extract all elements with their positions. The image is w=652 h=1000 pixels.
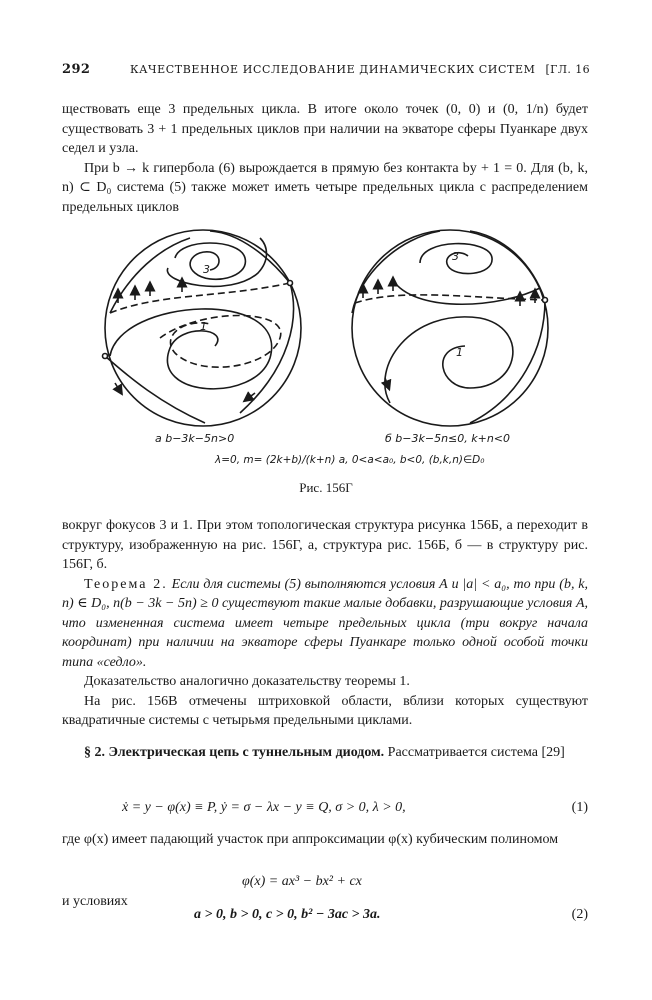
section-heading xyxy=(62,743,588,763)
focus-label-a-top: 3 xyxy=(203,263,210,276)
figure-condition: λ=0, m= (2k+b)/(k+n) a, 0<a<a₀, b<0, (b,k,n)∈D₀ xyxy=(215,454,485,466)
arrow-a-6 xyxy=(247,393,255,399)
section-intro: Рассматривается система [29] xyxy=(387,744,565,760)
equation-phi xyxy=(62,874,588,894)
equator-point-a-2 xyxy=(288,281,293,286)
body-paragraph-phi xyxy=(62,830,588,850)
paragraph: вокруг фокусов 3 и 1. При этом топологическая структура рисунка 156Б, а переходит в структуру, изображенную на рис. 156Г, а, структура рис. 156Б, б — в структуру рис. 156Г, б. xyxy=(62,518,588,572)
theorem xyxy=(62,575,588,673)
lower-spiral-a xyxy=(110,309,272,389)
dashed-cycle-a xyxy=(160,316,281,368)
arrow-a-5 xyxy=(115,383,120,391)
phase-portraits xyxy=(0,228,652,513)
focus-label-a-bottom: 1 xyxy=(200,320,207,333)
equation-2-number: (2) xyxy=(571,907,588,922)
label-b: б b−3k−5n≤0, k+n<0 xyxy=(385,432,511,445)
trajectory-b-2 xyxy=(470,231,545,300)
equation-1-number: (1) xyxy=(571,800,588,815)
upper-spiral-a xyxy=(175,243,245,279)
section-title: § 2. Электрическая цепь с туннельным диодом. xyxy=(84,744,385,760)
trajectory-a-4 xyxy=(110,238,190,313)
poincare-circle-b xyxy=(352,230,548,426)
paragraph: Доказательство аналогично доказательству теоремы 1. xyxy=(84,674,410,689)
running-title: КАЧЕСТВЕННОЕ ИССЛЕДОВАНИЕ ДИНАМИЧЕСКИХ СИСТЕМ xyxy=(130,63,536,76)
focus-label-b-top: 3 xyxy=(452,250,459,263)
equation-2 xyxy=(62,907,588,927)
label-a: a b−3k−5n>0 xyxy=(155,432,235,445)
diagram-b xyxy=(352,230,548,426)
equator-point-b xyxy=(543,298,548,303)
equation-2-expr: a > 0, b > 0, c > 0, b² − 3ac > 3a. xyxy=(194,907,381,922)
equation-1-expr: ẋ = y − φ(x) ≡ P, ẏ = σ − λx − y ≡ Q, σ > 0, λ > 0, xyxy=(122,800,406,815)
paragraph: и условиях xyxy=(62,894,128,909)
trajectory-a-2 xyxy=(210,231,290,283)
theorem-label: Теорема 2. xyxy=(84,576,168,592)
paragraph: ществовать еще 3 предельных цикла. В итоге около точек (0, 0) и (0, 1/n) будет существовать 3 + 1 предельных циклов при наличии на экваторе сферы Пуанкаре двух седел и узла. xyxy=(62,102,588,156)
body-paragraphs xyxy=(62,516,588,762)
upper-curve-b xyxy=(395,283,540,304)
figure-156g xyxy=(0,228,652,513)
equation-phi-expr: φ(x) = ax³ − bx² + cx xyxy=(242,874,362,889)
paragraph: где φ(x) имеет падающий участок при аппроксимации φ(x) кубическим полиномом xyxy=(62,832,559,847)
running-header xyxy=(62,62,590,82)
figure-caption: Рис. 156Г xyxy=(299,480,353,495)
paragraph: При b → k гипербола (6) вырождается в прямую без контакта by + 1 = 0. Для (b, k, n) ⊂ D₀ система (5) также может иметь четыре предельных цикла с распределением предельных циклов xyxy=(62,160,588,215)
page-number: 292 xyxy=(62,62,91,77)
equation-1 xyxy=(62,800,588,820)
focus-label-b-bottom: 1 xyxy=(456,346,463,359)
equator-point-a-1 xyxy=(103,354,108,359)
trajectory-a-3 xyxy=(240,283,293,413)
top-paragraphs xyxy=(62,100,588,217)
paragraph: На рис. 156В отмечены штриховкой области, вблизи которых существуют квадратичные системы с четырьмя предельными циклами. xyxy=(62,693,588,728)
theorem-text: Если для системы (5) выполняются условия А и |a| < a₀, то при (b, k, n) ∈ D₀, n(b − 3k − 5n) ≥ 0 существуют такие малые добавки, разрушающие условия А, что измененная система имеет четыре предельных цикла (три вокруг начала координат) при наличии на экваторе сферы Пуанкаре только одной особой точки типа «седло». xyxy=(62,576,588,670)
chapter-label: [ГЛ. 16 xyxy=(545,63,590,76)
lower-spiral-b xyxy=(385,317,513,403)
